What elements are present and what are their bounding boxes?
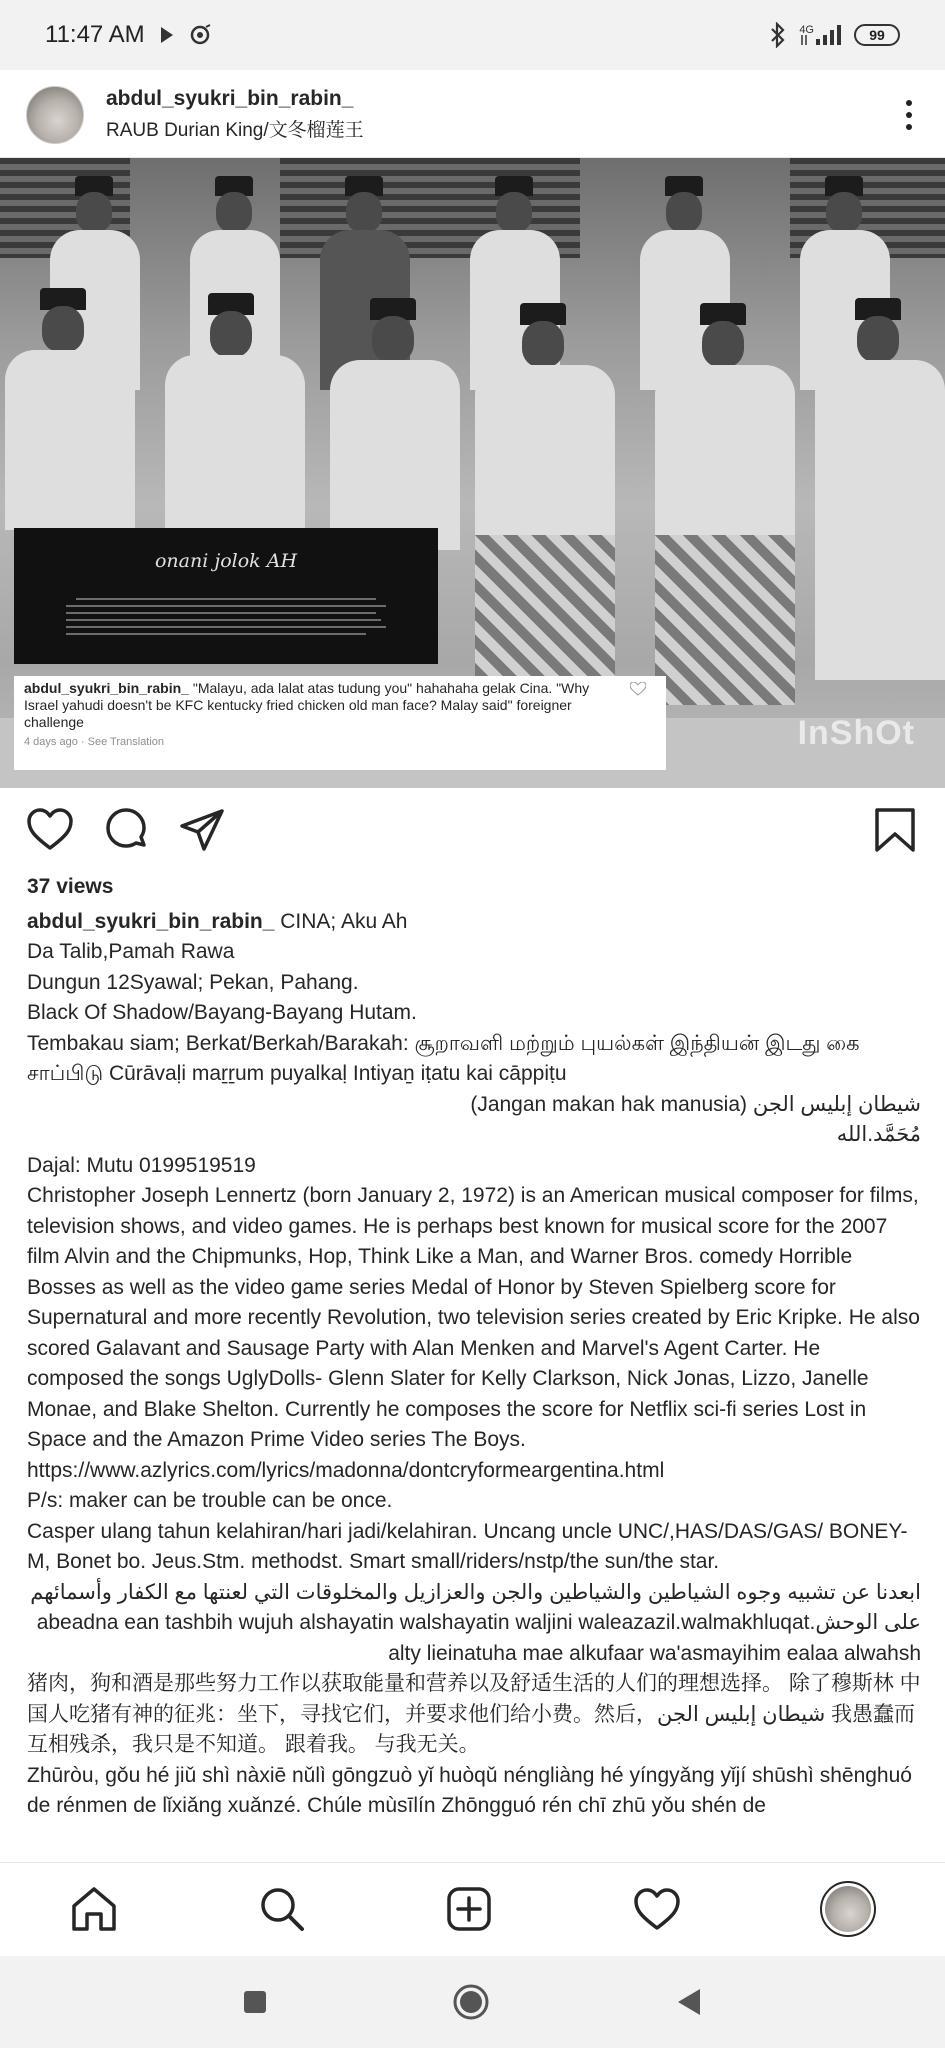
caption-paragraph: Casper ulang tahun kelahiran/hari jadi/kelahiran. Uncang uncle UNC/,HAS/DAS/GAS/ BONEY-M, Bonet bo. Jeus.Stm. methodst. Smart small/riders/nstp/the sun/the star.	[27, 1519, 908, 1573]
caption-line: Tembakau siam; Berkat/Berkah/Barakah: சூறாவளி மற்றும் புயல்கள் இந்தியன் இடது கை சாப்பிடு Cūrāvaḷi maṟṟum puyalkaḷ Intiyaṉ iṭatu kai cāppiṭu	[27, 1031, 860, 1085]
post-location[interactable]: RAUB Durian King/文冬榴莲王	[106, 120, 364, 141]
status-left	[45, 21, 213, 49]
post-image[interactable]	[0, 158, 945, 788]
more-dot-icon	[906, 124, 912, 130]
recents-square-icon[interactable]	[243, 1990, 267, 2014]
caption-rtl-line: شيطان إبليس الجن (Jangan makan hak manusia)	[470, 1092, 921, 1116]
overlay-title: onani jolok AH	[154, 550, 298, 572]
battery-indicator: 99	[854, 24, 900, 46]
bluetooth-icon	[769, 22, 787, 48]
comment-age: 4 days ago	[24, 736, 78, 748]
share-paper-plane-icon[interactable]	[178, 806, 226, 854]
profile-avatar-image	[825, 1886, 871, 1932]
avatar[interactable]	[26, 86, 84, 144]
post-header	[0, 72, 945, 158]
view-count[interactable]: 37 views	[27, 875, 114, 898]
caption-rtl-paragraph: ابعدنا عن تشبيه وجوه الشياطين والشياطين والجن والعزازيل والمخلوقات التي لعنتها مع الكفار وأسمائهم على الوحش.abeadna ean tashbih wujuh alshayatin walshayatin waljini waleazazil.walmakhluqat alty lieinatuha mae alkufaar wa'asmayihim ealaa alwahsh	[30, 1580, 921, 1665]
more-options-button[interactable]	[899, 100, 919, 130]
caption-line: Dajal: Mutu 0199519519	[27, 1153, 256, 1177]
photo-person	[810, 298, 945, 758]
more-dot-icon	[906, 100, 912, 106]
profile-avatar[interactable]	[820, 1881, 876, 1937]
inshot-watermark: InShOt	[797, 714, 915, 752]
comment-meta: 4 days ago · See Translation	[24, 736, 165, 748]
notification-icon	[189, 24, 213, 46]
caption-line: Black Of Shadow/Bayang-Bayang Hutam.	[27, 1001, 417, 1024]
caption-line: P/s: maker can be trouble can be once.	[27, 1489, 393, 1512]
comment-username: abdul_syukri_bin_rabin_	[24, 680, 189, 696]
add-post-icon[interactable]	[444, 1884, 494, 1934]
search-icon[interactable]	[257, 1884, 307, 1934]
status-right	[769, 22, 900, 48]
caption-chinese-paragraph: 猪肉，狗和酒是那些努力工作以获取能量和营养以及舒适生活的人们的理想选择。 除了穆斯林 中国人吃猪有神的征兆：坐下，寻找它们，并要求他们给小费。然后，شيطان إبليس الجن 我愚蠢而互相残杀，我只是不知道。 跟着我。 与我无关。	[27, 1672, 921, 1756]
comment-text	[24, 680, 624, 731]
post-username[interactable]: abdul_syukri_bin_rabin_	[106, 87, 354, 110]
status-time: 11:47 AM	[45, 21, 145, 48]
see-translation-link: See Translation	[87, 736, 165, 748]
caption-username[interactable]: abdul_syukri_bin_rabin_	[27, 909, 275, 933]
more-dot-icon	[906, 112, 912, 118]
home-circle-icon[interactable]	[452, 1983, 490, 2021]
caption-line: Dungun 12Syawal; Pekan, Pahang.	[27, 970, 359, 994]
overlay-text-box	[14, 528, 438, 664]
home-icon[interactable]	[69, 1884, 119, 1934]
like-heart-icon[interactable]	[26, 806, 74, 854]
system-navigation	[0, 1956, 945, 2048]
back-triangle-icon[interactable]	[676, 1988, 702, 2016]
caption-rtl-line: مُحَمَّد.الله	[836, 1123, 921, 1146]
caption-paragraph: Christopher Joseph Lennertz (born January 2, 1972) is an American musical composer for films, television shows, and video games. He is perhaps best known for musical score for the 2007 film Alvin and the Chipmunks, Hop, Think Like a Man, and Warner Bros. comedy Horrible Bosses as well as the video game series Medal of Honor by Steven Spielberg score for Supernatural and more recently Revolution, two television series created by Eric Kripke. He also scored Galavant and Sausage Party with Alan Menken and Marvel's Agent Carter. He composed the songs UglyDolls- Glenn Slater for Kelly Clarkson, Nick Jonas, Lizzo, Janelle Monae, and Blake Shelton. Currently he composes the score for Netflix sci-fi series Lost in Space and the Amazon Prime Video series The Boys.	[27, 1184, 920, 1451]
bookmark-icon[interactable]	[871, 806, 919, 854]
caption-line: Da Talib,Pamah Rawa	[27, 940, 235, 963]
post-header-text	[106, 87, 364, 142]
comment-bubble-icon[interactable]	[102, 806, 150, 854]
activity-heart-icon[interactable]	[632, 1884, 682, 1934]
overlay-illegible-text	[66, 598, 386, 640]
bottom-navigation	[0, 1862, 945, 1954]
comment-screenshot	[14, 676, 666, 770]
post-caption	[27, 872, 921, 1822]
caption-first-line	[27, 907, 921, 938]
comment-body: "Malayu, ada lalat atas tudung you" hahahaha gelak Cina. "Why Israel yahudi doesn't be KFC kentucky fried chicken old man face? Malay said" foreigner challenge	[24, 680, 590, 730]
signal-icon	[799, 25, 842, 45]
caption-first-text: CINA; Aku Ah	[274, 909, 408, 933]
photo-person	[645, 303, 805, 763]
comment-heart-icon	[630, 682, 646, 696]
caption-link[interactable]: https://www.azlyrics.com/lyrics/madonna/dontcryformeargentina.html	[27, 1458, 665, 1482]
caption-pinyin-paragraph: Zhūròu, gǒu hé jiǔ shì nàxiē nǔlì gōngzuò yǐ huòqǔ néngliàng hé yíngyǎng yǐjí shūshì shēnghuó de rénmen de lǐxiǎng xuǎnzé. Chúle mùsīlín Zhōngguó rén chī zhū yǒu shén de	[27, 1763, 912, 1817]
status-bar	[0, 0, 945, 70]
play-icon	[159, 26, 175, 44]
network-label: 4G	[799, 24, 814, 36]
post-action-bar	[0, 788, 945, 872]
